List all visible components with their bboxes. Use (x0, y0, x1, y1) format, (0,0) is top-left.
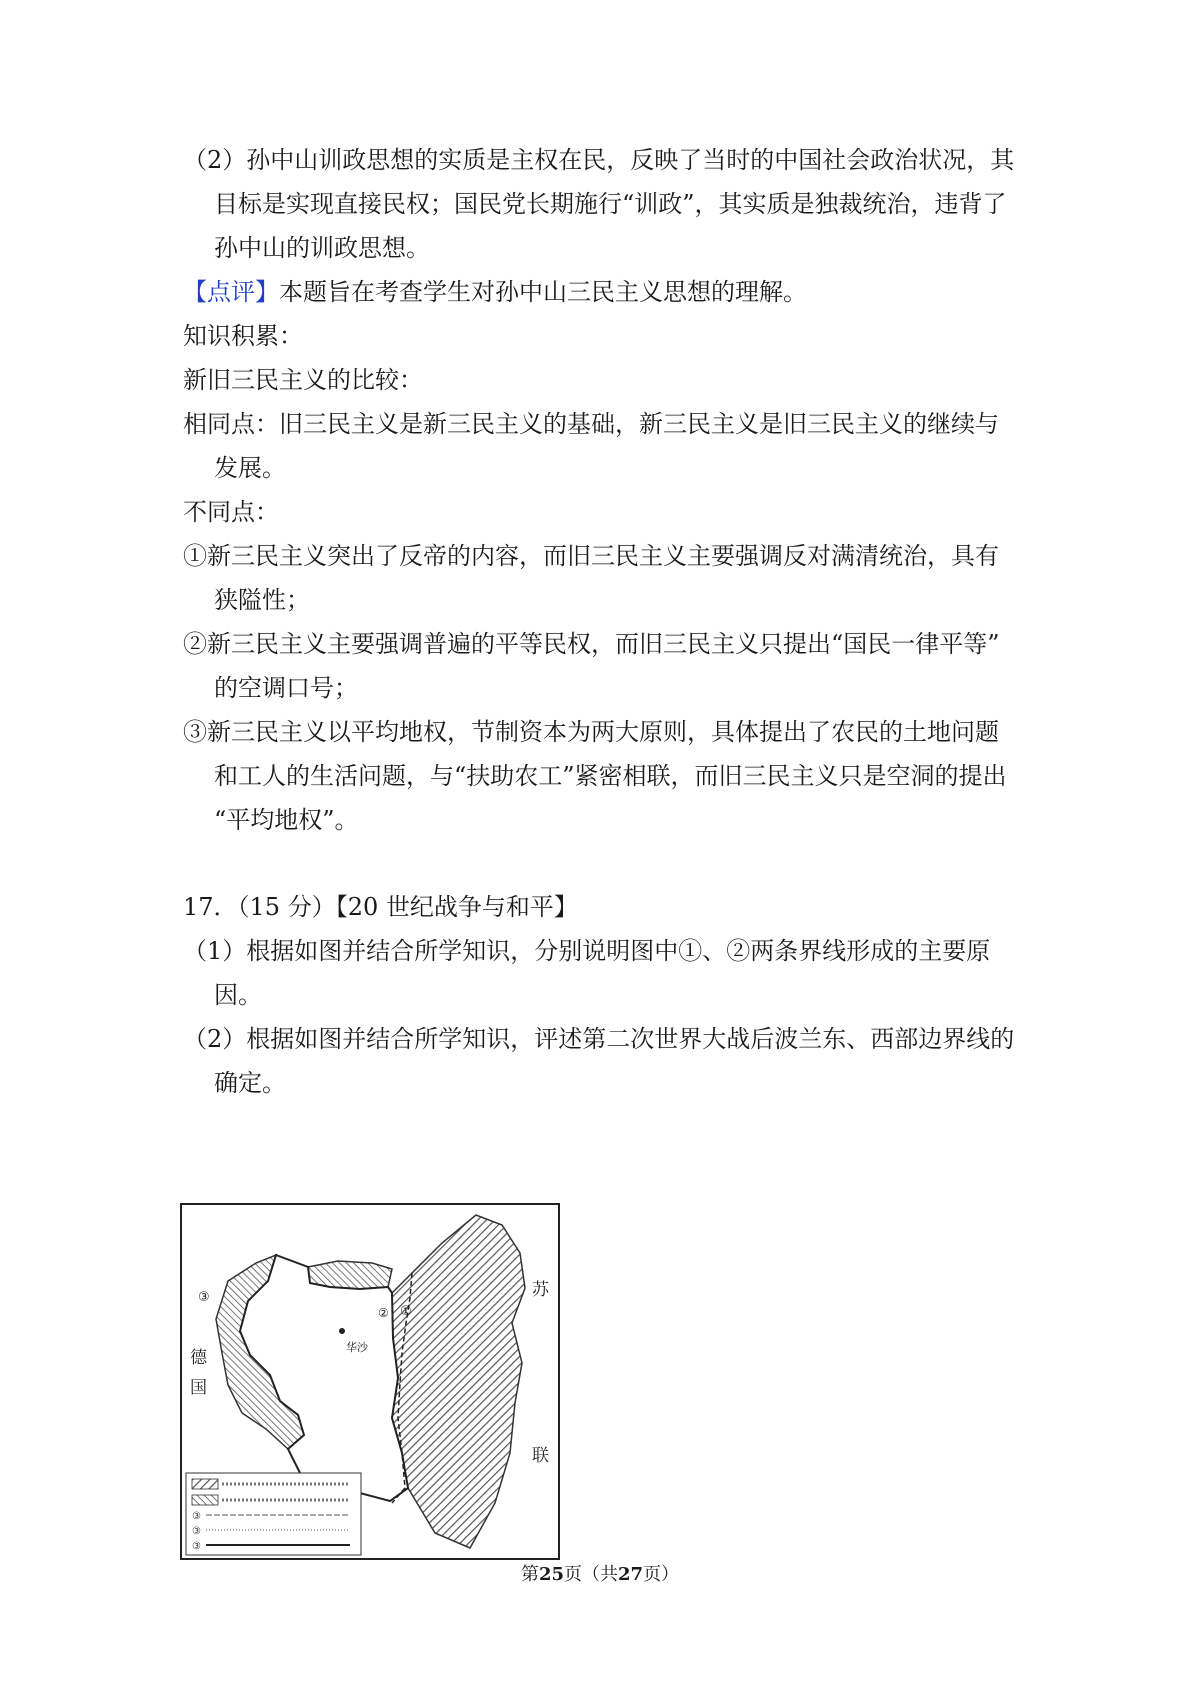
knowledge-title: 知识积累： (183, 322, 303, 350)
diff-title: 不同点： (183, 498, 279, 526)
question-17-part-2-line-2: 确定。 (214, 1069, 286, 1097)
comment-text: 本题旨在考查学生对孙中山三民主义思想的理解。 (279, 278, 807, 306)
diff-3-line-2: 和工人的生活问题，与“扶助农工”紧密相联，而旧三民主义只是空洞的提出 (214, 762, 1007, 790)
question-17-part-1-line-2: 因。 (214, 981, 262, 1009)
same-line-2: 发展。 (214, 454, 286, 482)
marker-2: ② (378, 1306, 389, 1320)
comment-label: 【点评】 (183, 278, 279, 306)
footer-suffix: 页） (643, 1564, 680, 1585)
ussr-label-2: 联 (532, 1446, 549, 1466)
answer-line-3: 孙中山的训政思想。 (214, 234, 430, 262)
diff-1-line-2: 狭隘性； (214, 586, 310, 614)
question-17-part-1-line-1: （1）根据如图并结合所学知识，分别说明图中①、②两条界线形成的主要原 (183, 937, 991, 965)
capital-label: 华沙 (346, 1341, 368, 1354)
question-17-part-2-line-1: （2）根据如图并结合所学知识，评述第二次世界大战后波兰东、西部边界线的 (183, 1025, 1015, 1053)
footer-total-pages: 27 (618, 1564, 644, 1585)
svg-text:③: ③ (192, 1541, 201, 1552)
marker-1: ① (400, 1304, 412, 1319)
ussr-label-1: 苏 (532, 1280, 549, 1300)
marker-3: ③ (198, 1290, 210, 1305)
diff-3-line-3: “平均地权”。 (214, 806, 359, 834)
diff-2-line-1: ②新三民主义主要强调普遍的平等民权，而旧三民主义只提出“国民一律平等” (183, 630, 1000, 658)
diff-3-line-1: ③新三民主义以平均地权，节制资本为两大原则，具体提出了农民的土地问题 (183, 718, 999, 746)
answer-line-1: （2）孙中山训政思想的实质是主权在民，反映了当时的中国社会政治状况，其 (183, 146, 1015, 174)
footer-middle: 页（共 (564, 1564, 618, 1585)
footer-prefix: 第 (520, 1564, 539, 1585)
svg-text:③: ③ (192, 1526, 201, 1537)
same-line-1: 相同点：旧三民主义是新三民主义的基础，新三民主义是旧三民主义的继续与 (183, 410, 999, 438)
poland-border-map (180, 1203, 560, 1560)
germany-label-2: 国 (190, 1378, 207, 1398)
germany-label-1: 德 (190, 1348, 207, 1368)
legend-swatch-acquired (192, 1495, 218, 1505)
diff-2-line-2: 的空调口号； (214, 674, 358, 702)
legend-swatch-ceded (192, 1479, 218, 1489)
comment-paragraph (183, 277, 807, 307)
page-footer (0, 1563, 1200, 1587)
map-legend (186, 1473, 361, 1555)
diff-1-line-1: ①新三民主义突出了反帝的内容，而旧三民主义主要强调反对满清统治，具有 (183, 542, 999, 570)
svg-text:③: ③ (192, 1511, 201, 1522)
knowledge-compare: 新旧三民主义的比较： (183, 366, 423, 394)
question-17-header: 17．（15 分）【20 世纪战争与和平】 (183, 893, 578, 921)
capital-marker (339, 1328, 345, 1334)
footer-page-number: 25 (538, 1564, 564, 1585)
answer-line-2: 目标是实现直接民权；国民党长期施行“训政”，其实质是独裁统治，违背了 (214, 190, 1007, 218)
